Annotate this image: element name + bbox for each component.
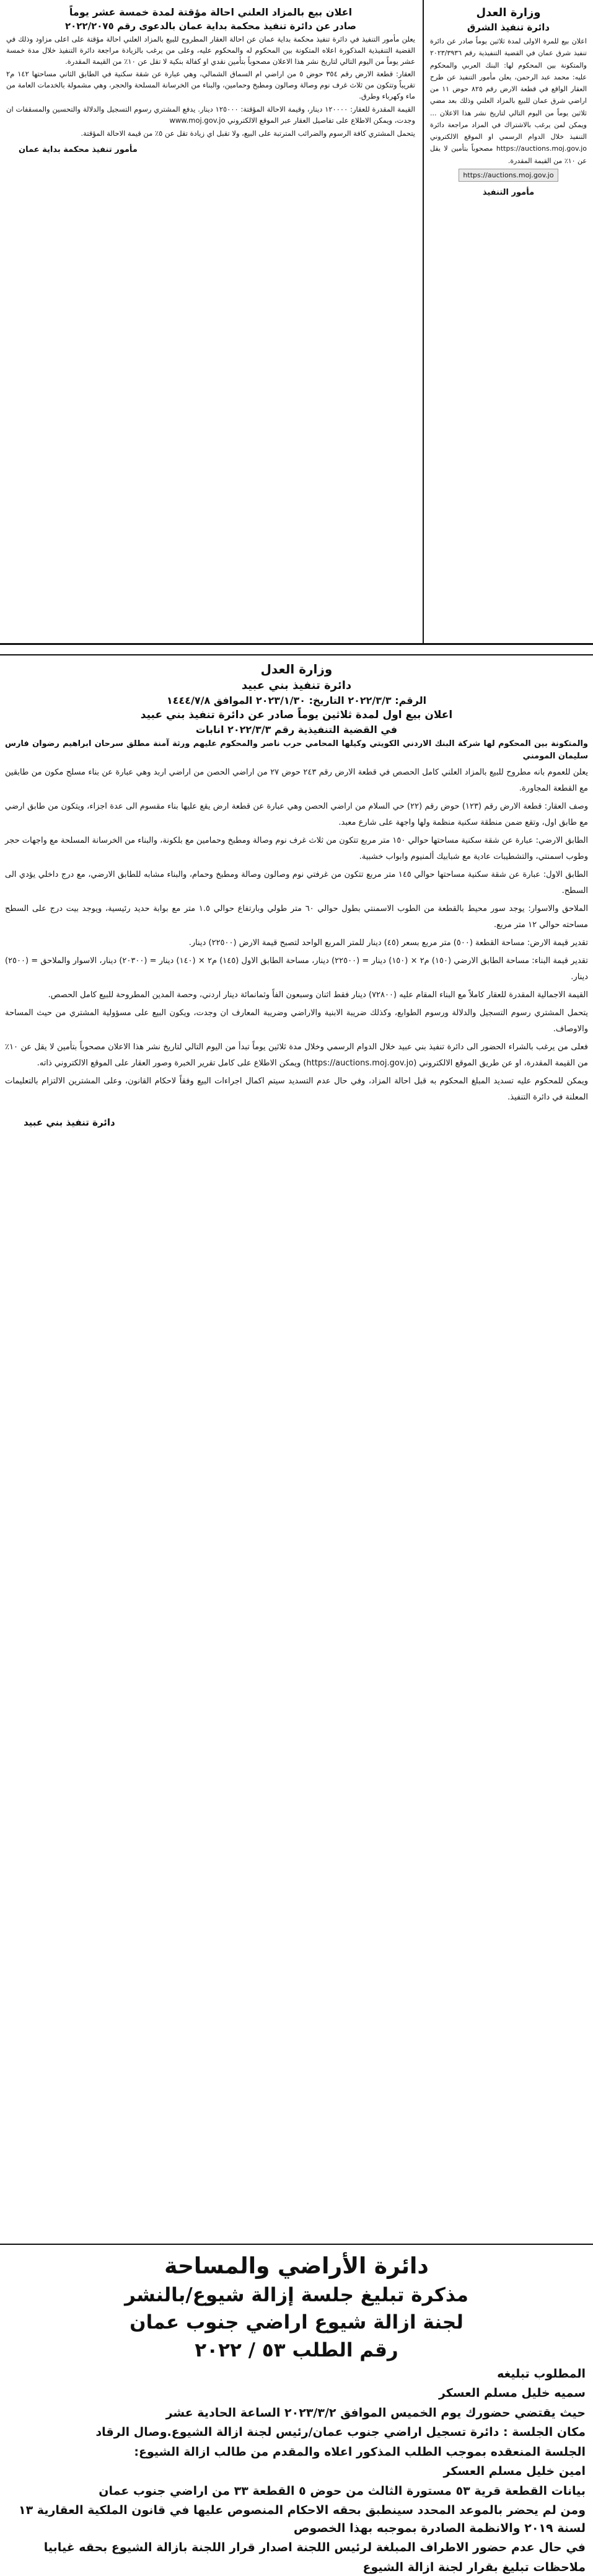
notice-line: امين خليل مسلم العسكر — [443, 2464, 586, 2479]
notice-paragraph: الملاحق والاسوار: يوجد سور محيط بالقطعة من الطوب الاسمنتي بطول حوالي ٦٠ متر طولي وبارتفاع حوالي ١.٥ متر مع بوابة حديد رئيسية، ويوجد بيت درج على السطح مساحته حوالي ١٢ متر مربع. — [5, 904, 588, 930]
notice-paragraph: يعلن مأمور التنفيذ في دائرة تنفيذ محكمة بداية عمان عن احالة العقار المطروح للبيع بالمزاد العلني احالة مؤقتة على اعلى مزاود وذلك في القضية التنفيذية المذكورة اعلاه المتكونة بين المحكوم له والمحكوم عليه، وعلى من يرغب بالزيادة مراجعة دائرة التنفيذ خلال مدة خمسة عشر يوماً من اليوم التالي لتاريخ نشر هذا الاعلان مصحوباً بتأمين نقدي او كفالة بنكية لا تقل عن ١٠٪ من القيمة المقدرة. — [6, 35, 415, 66]
notice-parties: والمتكونة بين المحكوم لها شركة البنك الاردني الكويتي وكيلها المحامي حرب ناصر والمحكوم عليهم ورثة آمنة مطلق سرحان ابراهيم رضوان فارس سليمان المومني — [5, 739, 588, 762]
notice-reference: الرقم: ٢٠٢٢/٣/٣ التاريخ: ٢٠٢٣/١/٣٠ الموافق ١٤٤٤/٧/٨ — [166, 695, 427, 706]
notice-line: بيانات القطعة قرية ٥٣ مستورة الثالث من حوض ٥ القطعة ٣٣ من اراضي جنوب عمان — [99, 2484, 586, 2498]
notice-line: ومن لم يحضر بالموعد المحدد سينطبق بحقه الاحكام المنصوص عليها في قانون الملكية العقارية ١٣ لسنة ٢٠١٩ والانظمة الصادرة بموجبه بهذا الخصوص — [18, 2503, 586, 2535]
notice-subtitle: صادر عن دائرة تنفيذ محكمة بداية عمان بالدعوى رقم ٢٠٢٢/٢٠٧٥ — [65, 20, 356, 32]
notice-paragraph: وصف العقار: قطعة الارض رقم (١٢٣) حوض رقم (٢٢) حي السلام من اراضي الحصن وهي عبارة عن قطعة ارض يقع عليها بناء مقسوم الى عدة اجزاء، ويتكون من طابق ارضي مع طابق اول، وتقع ضمن منطقة سكنية منظمة ولها واجهة على شارع معبد. — [5, 802, 589, 828]
notice-content — [5, 659, 588, 2240]
notice-paragraph: يتحمل المشتري رسوم التسجيل والدلالة ورسوم الطوابع، وكذلك ضريبة الابنية والاراضي وضريبة المعارف ان وجدت، ويكون البيع على مسؤولية المشتري من حيث المساحة والاوصاف. — [5, 1008, 588, 1034]
notice-title: اعلان بيع اول لمدة ثلاثين يوماً صادر عن دائرة تنفيذ بني عبيد — [140, 709, 453, 721]
notice-ministry: وزارة العدل — [260, 662, 333, 677]
notice-line: مكان الجلسة : دائرة تسجيل اراضي جنوب عمان/رئيس لجنة ازالة الشيوع.وصال الرقاد — [95, 2425, 586, 2440]
notice-ministry: وزارة العدل — [476, 6, 541, 19]
top-announcements-section — [0, 0, 593, 645]
notice-committee: لجنة ازالة شيوع اراضي جنوب عمان — [130, 2311, 463, 2334]
notice-line: حيث يقتضي حضورك يوم الخميس الموافق ٢٠٢٣/٣/٢ الساعة الحادية عشر — [165, 2405, 586, 2420]
notice-line: ملاحظات تبليغ بقرار لجنة ازالة الشيوع — [362, 2560, 586, 2574]
notice-paragraph: القيمة المقدرة للعقار: ١٢٠٠٠٠ دينار، وقيمة الاحالة المؤقتة: ١٢٥٠٠٠ دينار. يدفع المشتري رسوم التسجيل والدلالة والتحسين والمسقفات ان وجدت، ويمكن الاطلاع على تفاصيل العقار عبر الموقع الالكتروني www.moj.gov.jo — [6, 104, 415, 125]
notice-paragraph: العقار: قطعة الارض رقم ٣٥٤ حوض ٥ من اراضي ام السماق الشمالي، وهي عبارة عن شقة سكنية في الطابق الثاني مساحتها ١٤٢ م٢ تقريباً وتتكون من ثلاث غرف نوم وصالة وصالون ومطبخ وحمامين، والبناء من الخرسانة المسلحة والحجر، وهي مشمولة بالخدمات العامة من ماء وكهرباء وطرق. — [6, 69, 415, 101]
notice-content — [7, 2250, 586, 2574]
notice-line: المطلوب تبليغه — [497, 2366, 586, 2381]
notice-paragraph: يعلن للعموم بانه مطروح للبيع بالمزاد العلني كامل الحصص في قطعة الارض رقم ٢٤٣ حوض ٢٧ من اراضي الحصن من اراضي اربد وهي عبارة عن بناء مسلح مكون من طابقين مع القطعة المجاورة. — [5, 768, 588, 794]
notice-request-number: رقم الطلب ٥٣ / ٢٠٢٢ — [195, 2338, 398, 2361]
notice-paragraph: يتحمل المشتري كافة الرسوم والضرائب المترتبة على البيع، ولا تقبل اي زيادة تقل عن ٥٪ من قيمة الاحالة المؤقتة. — [81, 128, 415, 138]
notice-paragraph: فعلى من يرغب بالشراء الحضور الى دائرة تنفيذ بني عبيد خلال الدوام الرسمي وخلال مدة ثلاثين يوماً تبدأ من اليوم التالي لتاريخ نشر هذا الاعلان مصحوباً بتأمين لا يقل عن ١٠٪ من القيمة المقدرة، او عن طريق الموقع الالكتروني (https://auctions.moj.gov.jo) ويمكن الاطلاع على كامل تقرير الخبرة وصور العقار على الموقع الالكتروني ذاته. — [5, 1042, 588, 1068]
notice-paragraph: الطابق الاول: عبارة عن شقة سكنية مساحتها حوالي ١٤٥ متر مربع تتكون من غرفتي نوم وصالون وصالة ومطبخ وحمام، والبناء مشابه للطابق الارضي، مع درج داخلي يؤدي الى السطح. — [5, 870, 588, 896]
notice-paragraph: القيمة الاجمالية المقدرة للعقار كاملاً مع البناء المقام عليه (٧٢٨٠٠) دينار فقط اثنان وسبعون الفاً وثمانمائة دينار اردني، وحصة المدين المطروحة للبيع كامل الحصص. — [48, 990, 588, 1000]
bani-obaid-sale-notice — [0, 654, 593, 2245]
notice-paragraph: الطابق الارضي: عبارة عن شقة سكنية مساحتها حوالي ١٥٠ متر مربع تتكون من ثلاث غرف نوم وصالة ومطبخ وحمامين مع بلكونة، والبناء من الخرسانة المسلحة مع واجهات حجر وطوب اسمنتي، والتشطيبات عادية مع شبابيك ألمنيوم وابواب خشبية. — [5, 836, 588, 862]
notice-line: الجلسة المنعقده بموجب الطلب المذكور اعلاه والمقدم من طالب ازالة الشيوع: — [134, 2445, 586, 2459]
notice-line: في حال عدم حضور الاطراف المبلغة لرئيس اللجنة اصدار قرار اللجنة بازالة الشيوع بحقه غيابيا — [43, 2541, 586, 2555]
notice-line: سميه خليل مسلم العسكر — [438, 2386, 586, 2401]
notice-authority: دائرة الأراضي والمساحة — [164, 2254, 429, 2279]
notice-signature: مأمور تنفيذ محكمة بداية عمان — [19, 145, 138, 155]
website-link[interactable]: https://auctions.moj.gov.jo — [459, 169, 558, 182]
notice-case: في القضية التنفيذية رقم ٢٠٢٢/٣/٣ انابات — [195, 724, 398, 735]
land-survey-notice — [0, 2245, 593, 2574]
notice-body: اعلان بيع للمرة الاولى لمدة ثلاثين يوماً صادر عن دائرة تنفيذ شرق عمان في القضية التنفيذية رقم ٢٠٢٣/٣٩٣٦ والمتكونة بين المحكوم لها: البنك العربي والمحكوم عليه: محمد عبد الرحمن، يعلن مأمور التنفيذ عن طرح العقار الواقع في قطعة الارض رقم ٨٢٥ حوض ١١ من اراضي شرق عمان للبيع بالمزاد العلني وذلك بعد مضي ثلاثين يوماً من اليوم التالي لتاريخ نشر هذا الاعلان ... ويمكن لمن يرغب بالاشتراك في المزاد مراجعة دائرة التنفيذ خلال الدوام الرسمي او الموقع الالكتروني https://auctions.moj.gov.jo مصحوباً بتأمين لا يقل عن ١٠٪ من القيمة المقدرة. — [430, 37, 587, 165]
notice-department: دائرة تنفيذ الشرق — [467, 22, 550, 33]
notice-title: مذكرة تبليغ جلسة إزالة شيوع/بالنشر — [124, 2284, 469, 2306]
east-execution-notice — [423, 0, 593, 645]
notice-signature: دائرة تنفيذ بني عبيد — [24, 1117, 115, 1129]
notice-website — [430, 169, 587, 182]
notice-paragraph: تقدير قيمة البناء: مساحة الطابق الارضي (١٥٠) م٢ × (١٥٠) دينار = (٢٢٥٠٠) دينار، مساحة الطابق الاول (١٤٥) م٢ × (١٤٠) دينار = (٢٠٣٠٠) دينار، الاسوار والملاحق = (٢٥٠٠) دينار. — [5, 956, 588, 982]
notice-title: اعلان بيع بالمزاد العلني احالة مؤقتة لمدة خمسة عشر يوماً — [69, 6, 353, 18]
notice-paragraph: ويمكن للمحكوم عليه تسديد المبلغ المحكوم به قبل احالة المزاد، وفي حال عدم التسديد سيتم اكمال اجراءات البيع وفقاً لاحكام القانون، وعلى المشترين الالتزام بالتعليمات المعلنة في دائرة التنفيذ. — [5, 1077, 588, 1103]
notice-department: دائرة تنفيذ بني عبيد — [241, 679, 352, 692]
notice-paragraph: تقدير قيمة الارض: مساحة القطعة (٥٠٠) متر مربع بسعر (٤٥) دينار للمتر المربع الواحد لتصبح قيمة الارض (٢٢٥٠٠) دينار. — [188, 938, 588, 948]
notice-signature: مأمور التنفيذ — [482, 187, 535, 197]
amman-court-notice — [0, 0, 421, 645]
